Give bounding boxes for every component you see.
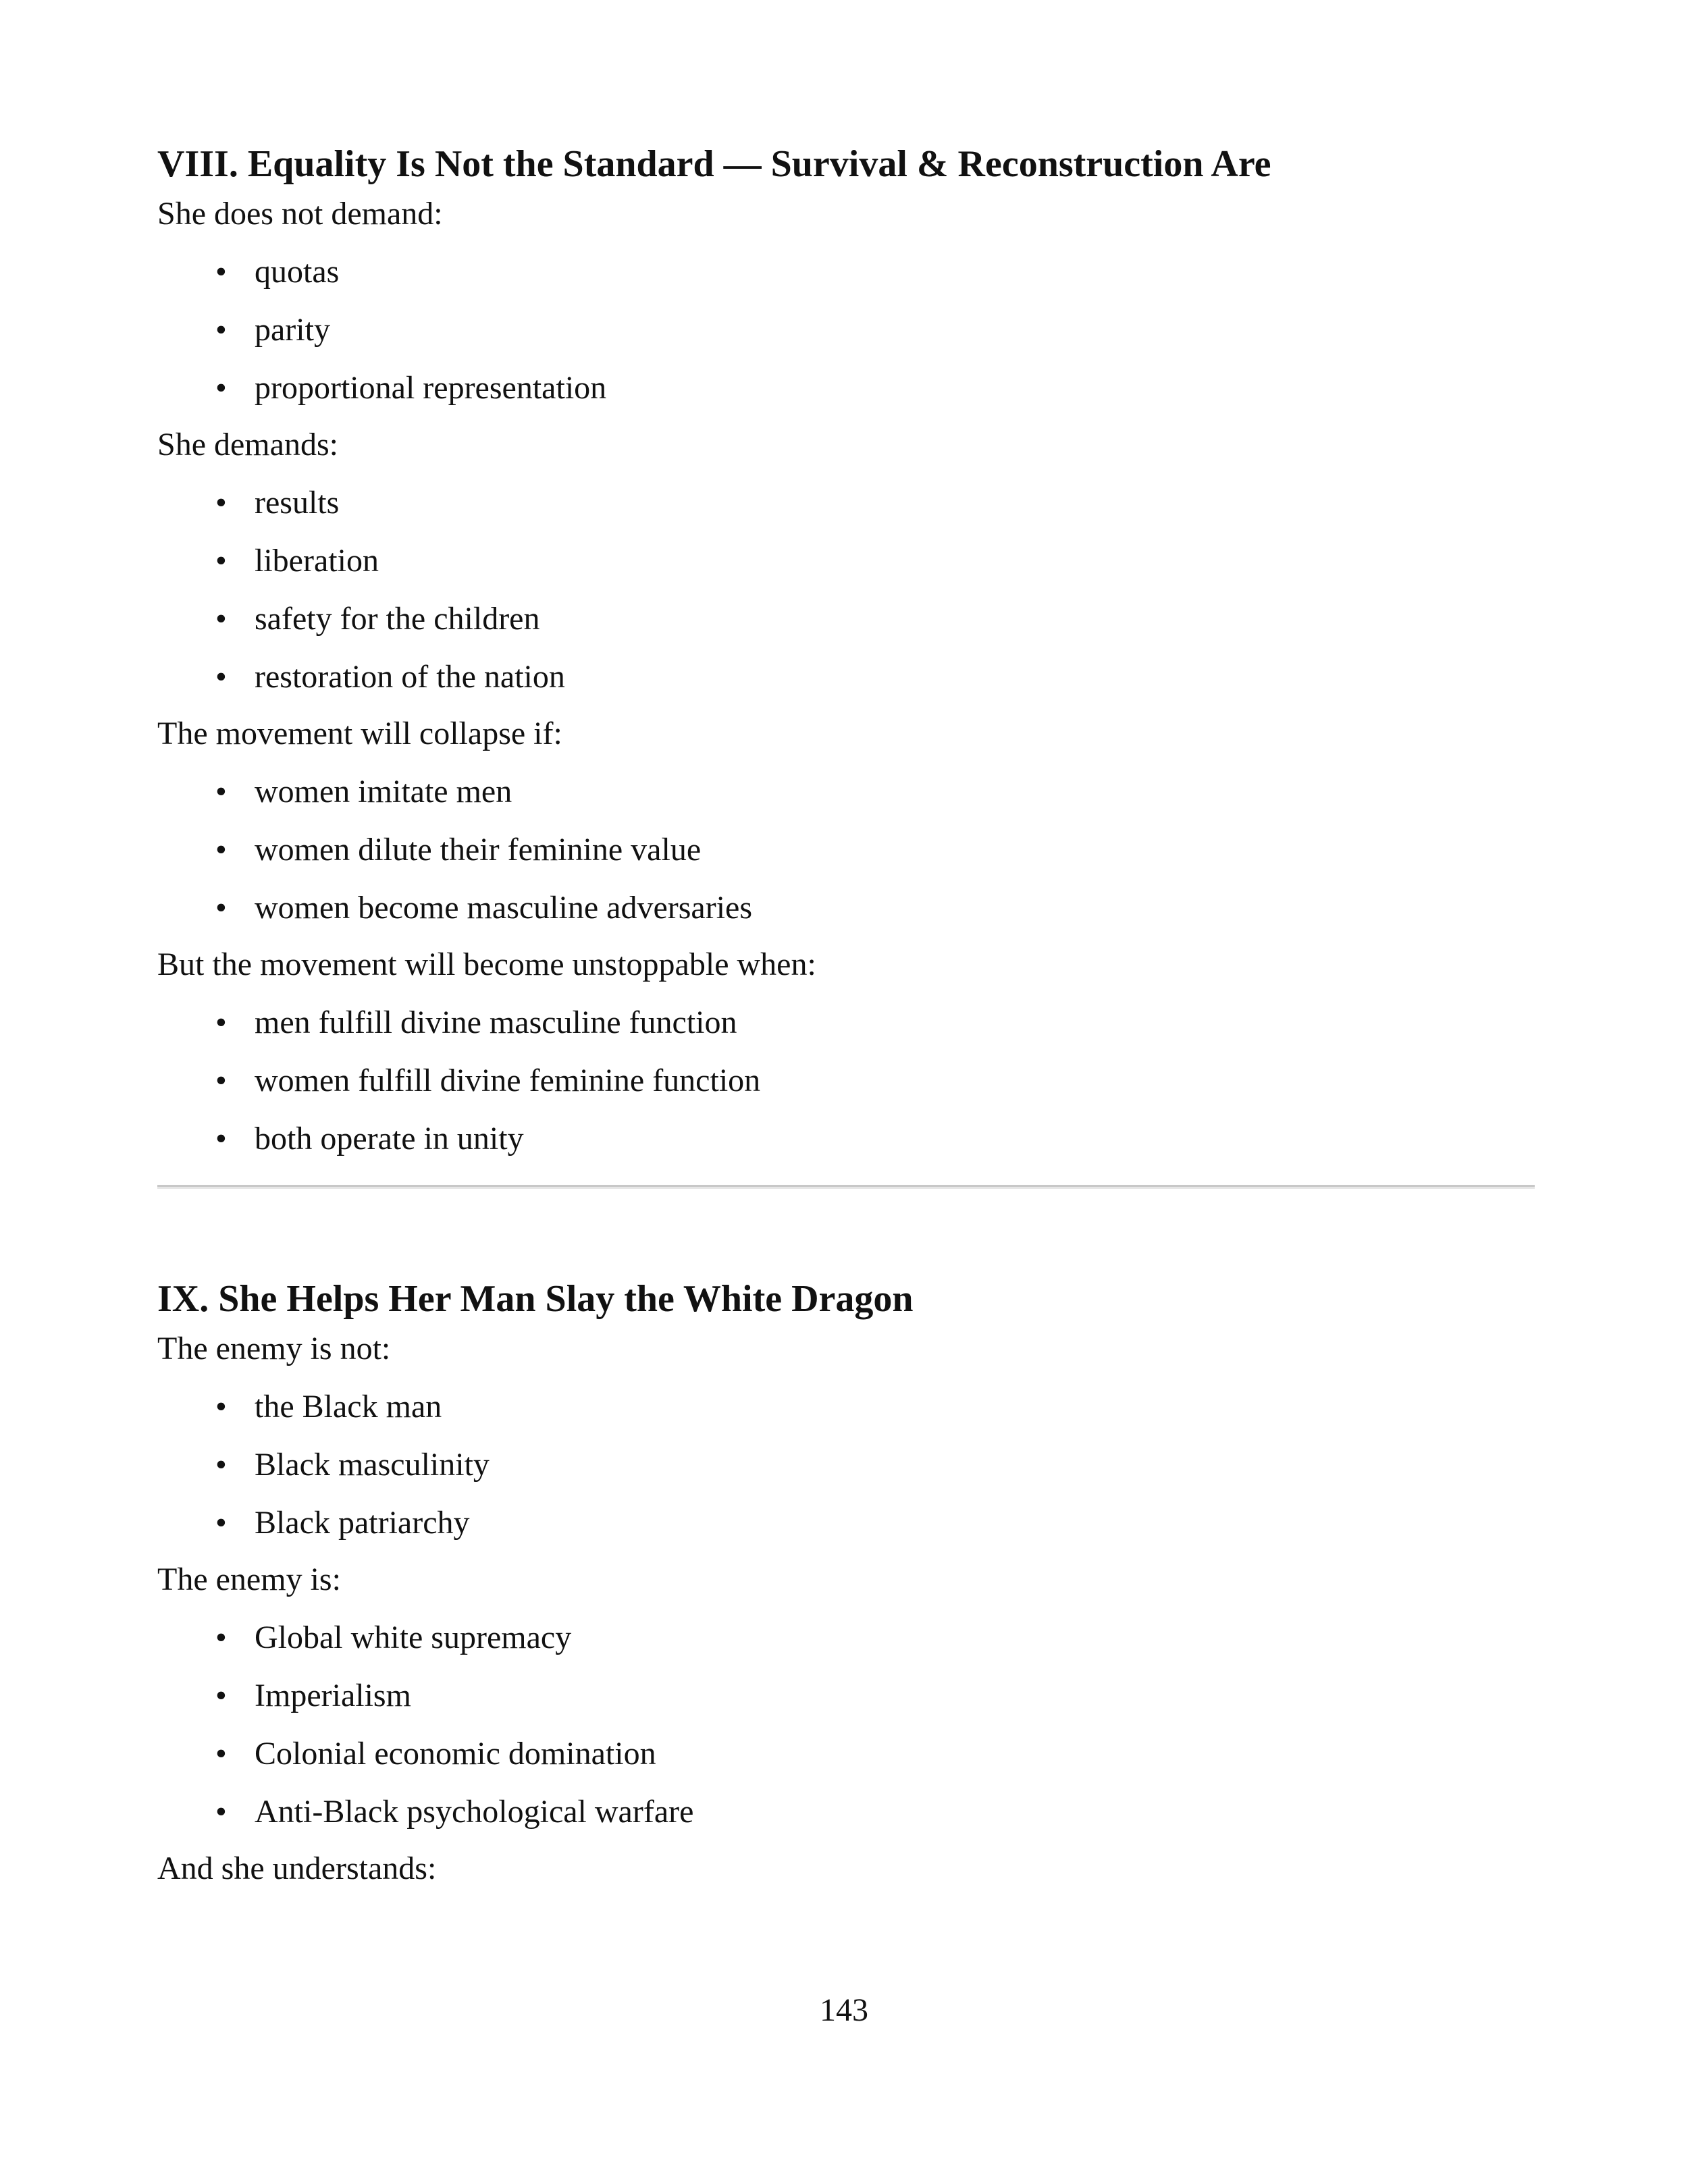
list-item bbox=[157, 1503, 1535, 1543]
bullet-icon: • bbox=[215, 1389, 227, 1425]
list-item-text: results bbox=[255, 485, 340, 521]
bullet-icon: • bbox=[215, 832, 227, 868]
bullet-icon: • bbox=[215, 659, 227, 695]
list-item bbox=[157, 888, 1535, 928]
bullet-icon: • bbox=[215, 1447, 227, 1483]
list-item-text: women fulfill divine feminine function bbox=[255, 1063, 761, 1099]
page-content bbox=[157, 142, 1535, 1889]
block-lead: The enemy is not: bbox=[157, 1331, 391, 1367]
block-lead: She does not demand: bbox=[157, 196, 443, 232]
list-item bbox=[157, 1618, 1535, 1658]
section-divider bbox=[157, 1185, 1535, 1189]
list-item-text: restoration of the nation bbox=[255, 659, 565, 695]
list-item-text: liberation bbox=[255, 543, 379, 579]
list-item-text: Global white supremacy bbox=[255, 1620, 572, 1656]
list-item bbox=[157, 252, 1535, 292]
list-item bbox=[157, 1445, 1535, 1485]
list-item bbox=[157, 830, 1535, 870]
bullet-list bbox=[157, 772, 1535, 928]
list-item-text: the Black man bbox=[255, 1389, 442, 1425]
list-item-text: Black masculinity bbox=[255, 1447, 490, 1483]
list-item-text: parity bbox=[255, 312, 330, 348]
bullet-icon: • bbox=[215, 774, 227, 810]
bullet-icon: • bbox=[215, 543, 227, 579]
bullet-list bbox=[157, 1387, 1535, 1543]
bullet-icon: • bbox=[215, 1678, 227, 1714]
list-item-text: women imitate men bbox=[255, 774, 512, 810]
list-item bbox=[157, 1676, 1535, 1716]
list-item bbox=[157, 368, 1535, 408]
list-item bbox=[157, 1792, 1535, 1832]
list-item-text: quotas bbox=[255, 254, 340, 290]
list-item-text: women become masculine adversaries bbox=[255, 890, 753, 926]
section-heading: VIII. Equality Is Not the Standard — Survival & Reconstruction Are bbox=[157, 143, 1271, 185]
bullet-list bbox=[157, 483, 1535, 697]
section-heading: IX. She Helps Her Man Slay the White Dragon bbox=[157, 1278, 914, 1321]
bullet-icon: • bbox=[215, 1620, 227, 1656]
bullet-icon: • bbox=[215, 1794, 227, 1830]
list-item bbox=[157, 1061, 1535, 1101]
list-item bbox=[157, 1119, 1535, 1159]
bullet-icon: • bbox=[215, 1121, 227, 1157]
bullet-icon: • bbox=[215, 1063, 227, 1099]
block-lead: But the movement will become unstoppable when: bbox=[157, 947, 816, 983]
section-ix bbox=[157, 1277, 1535, 1889]
bullet-icon: • bbox=[215, 254, 227, 290]
block-lead: She demands: bbox=[157, 427, 338, 463]
list-item bbox=[157, 541, 1535, 581]
list-item-text: men fulfill divine masculine function bbox=[255, 1005, 737, 1041]
list-item-text: both operate in unity bbox=[255, 1121, 524, 1157]
list-item-text: Anti-Black psychological warfare bbox=[255, 1794, 694, 1830]
list-item bbox=[157, 657, 1535, 697]
list-item bbox=[157, 772, 1535, 812]
list-item bbox=[157, 1734, 1535, 1774]
bullet-icon: • bbox=[215, 370, 227, 406]
list-item-text: safety for the children bbox=[255, 601, 540, 637]
bullet-list bbox=[157, 252, 1535, 408]
bullet-icon: • bbox=[215, 1005, 227, 1041]
block-lead: The enemy is: bbox=[157, 1562, 341, 1598]
list-item-text: Black patriarchy bbox=[255, 1505, 470, 1541]
bullet-icon: • bbox=[215, 890, 227, 926]
bullet-icon: • bbox=[215, 601, 227, 637]
page-number: 143 bbox=[820, 1992, 868, 2028]
bullet-icon: • bbox=[215, 1736, 227, 1772]
list-item-text: women dilute their feminine value bbox=[255, 832, 702, 868]
list-item bbox=[157, 483, 1535, 523]
list-item bbox=[157, 1003, 1535, 1043]
bullet-icon: • bbox=[215, 1505, 227, 1541]
list-item bbox=[157, 310, 1535, 350]
bullet-icon: • bbox=[215, 485, 227, 521]
list-item-text: proportional representation bbox=[255, 370, 607, 406]
bullet-list bbox=[157, 1003, 1535, 1159]
list-item bbox=[157, 1387, 1535, 1427]
section-viii bbox=[157, 142, 1535, 1189]
bullet-icon: • bbox=[215, 312, 227, 348]
list-item-text: Colonial economic domination bbox=[255, 1736, 656, 1772]
bullet-list bbox=[157, 1618, 1535, 1832]
list-item-text: Imperialism bbox=[255, 1678, 411, 1714]
block-lead: The movement will collapse if: bbox=[157, 716, 562, 752]
block-lead: And she understands: bbox=[157, 1850, 437, 1887]
list-item bbox=[157, 599, 1535, 639]
